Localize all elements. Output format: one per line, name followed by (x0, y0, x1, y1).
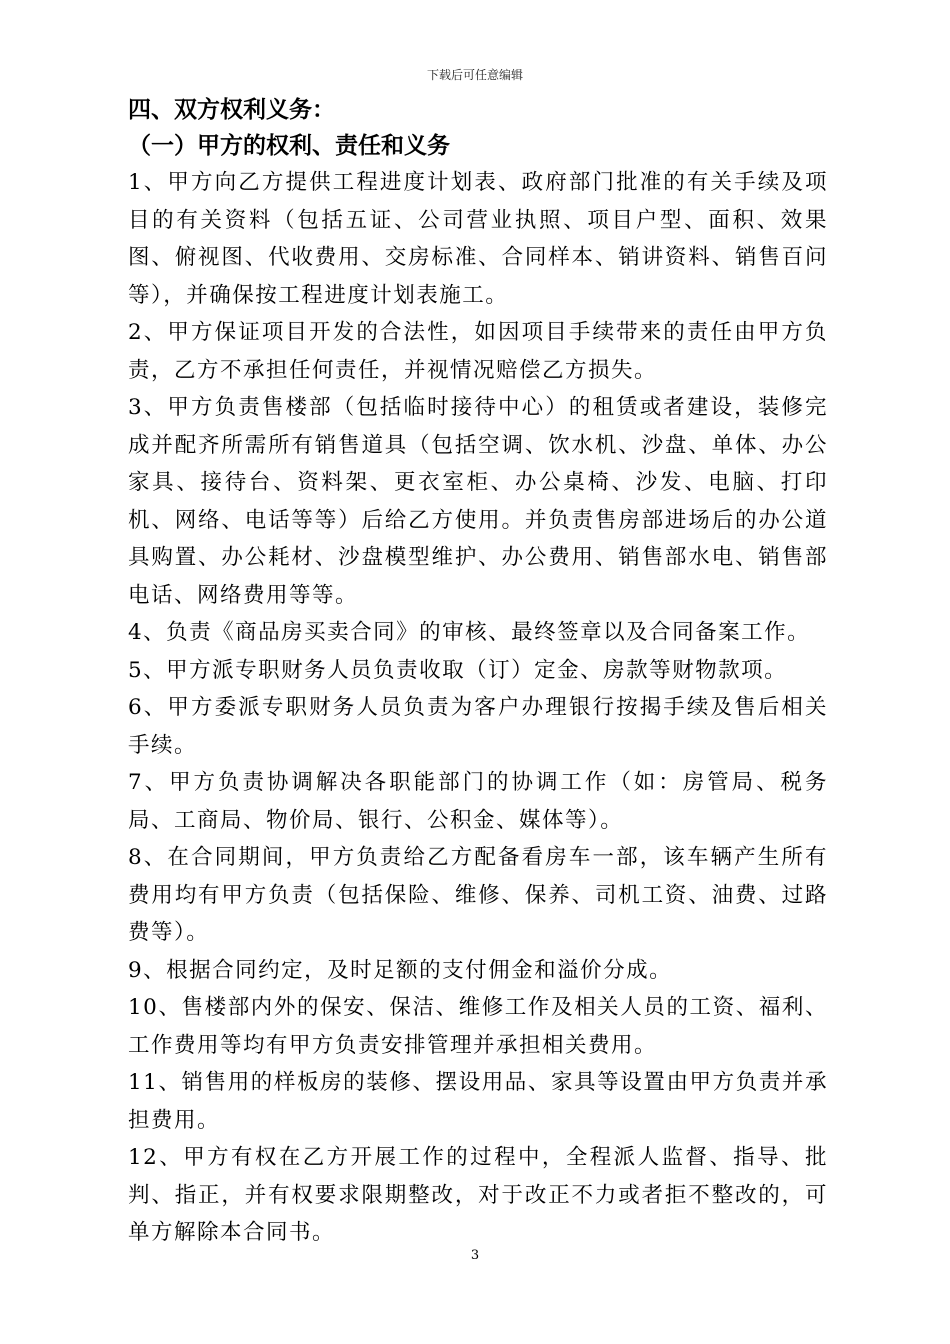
paragraph-3: 3、甲方负责售楼部（包括临时接待中心）的租赁或者建设，装修完成并配齐所需所有销售道具（包括空调、饮水机、沙盘、单体、办公家具、接待台、资料架、更衣室柜、办公桌椅、沙发、电脑、打印机、网络、电话等等）后给乙方使用。并负责售房部进场后的办公道具购置、办公耗材、沙盘模型维护、办公费用、销售部水电、销售部电话、网络费用等等。 (128, 395, 828, 608)
paragraph-7: 7、甲方负责协调解决各职能部门的协调工作（如：房管局、税务局、工商局、物价局、银行、公积金、媒体等）。 (128, 770, 828, 833)
paragraph-12: 12、甲方有权在乙方开展工作的过程中，全程派人监督、指导、批判、指正，并有权要求限期整改，对于改正不力或者拒不整改的，可单方解除本合同书。 (128, 1145, 828, 1245)
paragraph-9: 9、根据合同约定，及时足额的支付佣金和溢价分成。 (128, 957, 673, 983)
document-body (128, 92, 828, 1252)
paragraph-6: 6、甲方委派专职财务人员负责为客户办理银行按揭手续及售后相关手续。 (128, 695, 828, 758)
section-title: 四、双方权利义务： (128, 96, 335, 123)
paragraph-1: 1、甲方向乙方提供工程进度计划表、政府部门批准的有关手续及项目的有关资料（包括五证、公司营业执照、项目户型、面积、效果图、俯视图、代收费用、交房标准、合同样本、销讲资料、销售百问等），并确保按工程进度计划表施工。 (128, 170, 828, 308)
paragraph-5: 5、甲方派专职财务人员负责收取（订）定金、房款等财物款项。 (128, 657, 788, 683)
paragraph-2: 2、甲方保证项目开发的合法性，如因项目手续带来的责任由甲方负责，乙方不承担任何责任，并视情况赔偿乙方损失。 (128, 320, 828, 383)
paragraph-4: 4、负责《商品房买卖合同》的审核、最终签章以及合同备案工作。 (128, 620, 811, 645)
subsection-title: （一）甲方的权利、责任和义务 (128, 132, 450, 159)
page-number: 3 (470, 1248, 480, 1263)
paragraph-11: 11、销售用的样板房的装修、摆设用品、家具等设置由甲方负责并承担费用。 (128, 1070, 828, 1133)
page-header-note: 下载后可任意编辑 (426, 68, 523, 82)
paragraph-8: 8、在合同期间，甲方负责给乙方配备看房车一部，该车辆产生所有费用均有甲方负责（包括保险、维修、保养、司机工资、油费、过路费等）。 (128, 845, 828, 945)
paragraph-10: 10、售楼部内外的保安、保洁、维修工作及相关人员的工资、福利、工作费用等均有甲方负责安排管理并承担相关费用。 (128, 995, 828, 1058)
